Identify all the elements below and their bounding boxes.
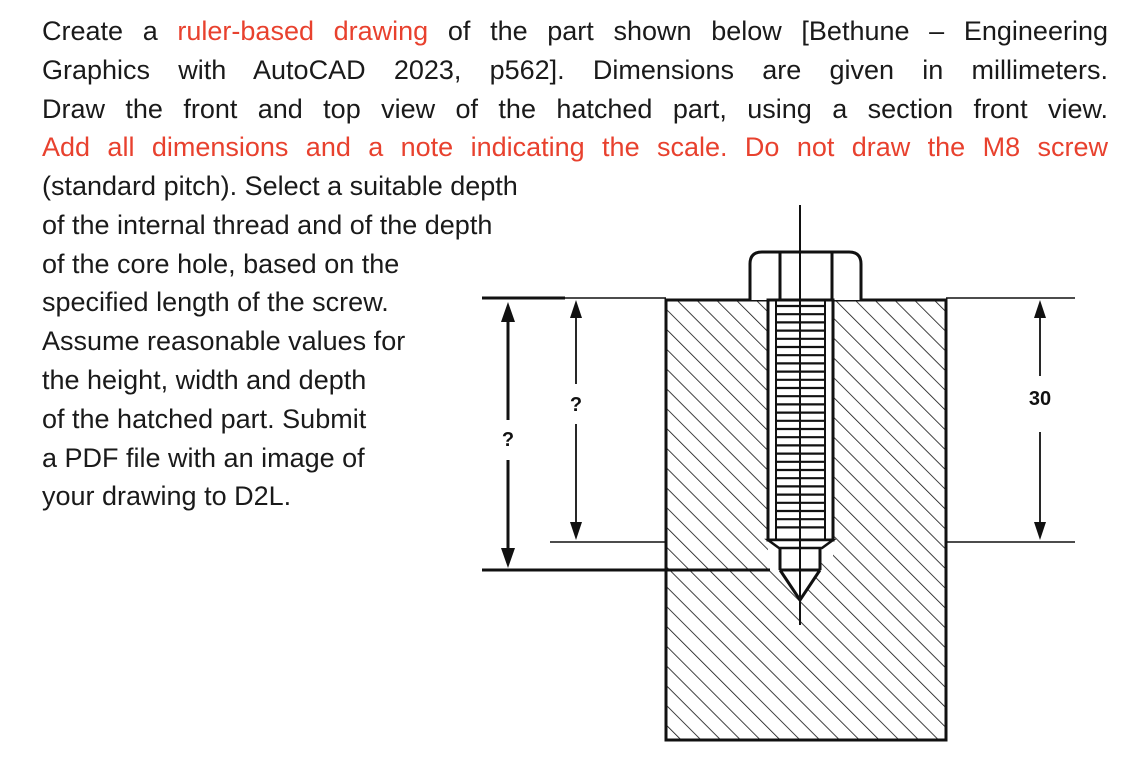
- instruction-line-3: Draw the front and top view of the hatched part, using a section front view.: [42, 93, 1108, 124]
- instruction-line-7: of the core hole, based on the: [42, 248, 400, 279]
- instruction-line-8: specified length of the screw.: [42, 287, 389, 318]
- instruction-line-4-highlight: Add all dimensions and a note indicating the scale. Do not draw the M8 screw: [42, 132, 1108, 163]
- dimension-inner-label: ?: [569, 394, 583, 416]
- instruction-line-9: Assume reasonable values for: [42, 326, 406, 357]
- dimension-thread-depth-label: 30: [1028, 388, 1052, 410]
- dimension-outer-label: ?: [501, 429, 515, 451]
- instruction-line-5: (standard pitch). Select a suitable depth: [42, 171, 518, 201]
- ruler-based-drawing-highlight: ruler-based drawing: [177, 16, 429, 46]
- dimension-thread-depth: [1034, 300, 1046, 540]
- instruction-line-13: your drawing to D2L.: [42, 481, 292, 512]
- instruction-line-10: the height, width and depth: [42, 364, 367, 395]
- dimension-inner: [570, 300, 582, 540]
- instruction-line-6: of the internal thread and of the depth: [42, 209, 493, 240]
- instruction-line-2: Graphics with AutoCAD 2023, p562]. Dimensions are given in millimeters.: [42, 54, 1108, 85]
- instruction-line-12: a PDF file with an image of: [42, 442, 365, 473]
- instruction-line-1: Create a ruler-based drawing of the part shown below [Bethune – Engineering: [42, 16, 1108, 46]
- instruction-line-11: of the hatched part. Submit: [42, 403, 367, 434]
- screw-head: [750, 252, 861, 300]
